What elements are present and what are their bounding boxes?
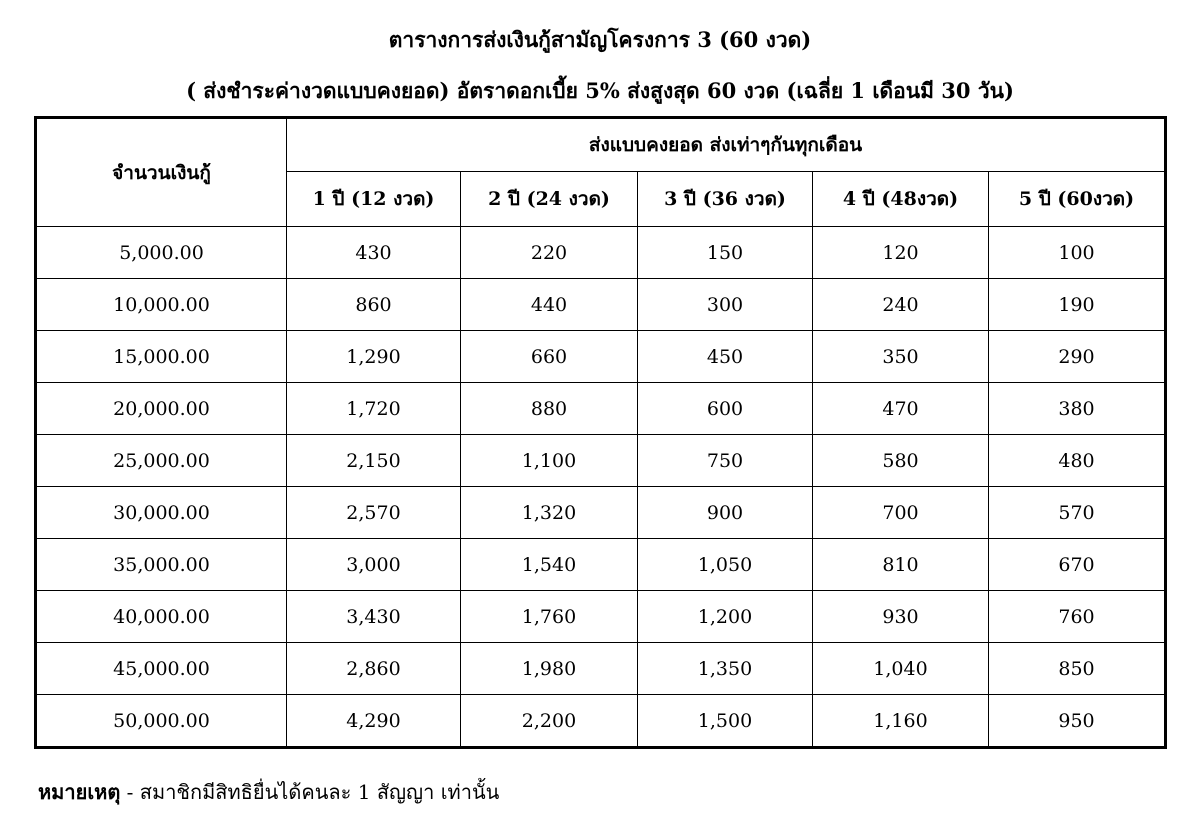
installment-cell: 1,160 [813, 695, 989, 748]
loan-amount-cell: 15,000.00 [36, 331, 287, 383]
installment-cell: 290 [989, 331, 1166, 383]
table-row [36, 383, 1166, 435]
table-row [36, 279, 1166, 331]
installment-cell: 1,320 [461, 487, 638, 539]
table-row [36, 643, 1166, 695]
installment-cell: 2,150 [287, 435, 461, 487]
footnote-text: - สมาชิกมีสิทธิยื่นได้คนละ 1 สัญญา เท่านั้น [120, 780, 500, 804]
installment-cell: 1,350 [638, 643, 813, 695]
installment-cell: 1,720 [287, 383, 461, 435]
installment-cell: 1,980 [461, 643, 638, 695]
installment-cell: 860 [287, 279, 461, 331]
table-row [36, 435, 1166, 487]
installment-cell: 450 [638, 331, 813, 383]
installment-cell: 900 [638, 487, 813, 539]
loan-amount-cell: 20,000.00 [36, 383, 287, 435]
installment-cell: 1,050 [638, 539, 813, 591]
installment-cell: 1,290 [287, 331, 461, 383]
page-subtitle: ( ส่งชำระค่างวดแบบคงยอด) อัตราดอกเบี้ย 5% ส่งสูงสุด 60 งวด (เฉลี่ย 1 เดือนมี 30 วัน) [186, 78, 1014, 103]
installment-cell: 240 [813, 279, 989, 331]
installment-cell: 810 [813, 539, 989, 591]
table-row [36, 591, 1166, 643]
installment-cell: 220 [461, 227, 638, 279]
installment-cell: 670 [989, 539, 1166, 591]
installment-cell: 100 [989, 227, 1166, 279]
installment-cell: 380 [989, 383, 1166, 435]
table-header-row [36, 118, 1166, 172]
table-row [36, 539, 1166, 591]
payment-group-header: ส่งแบบคงยอด ส่งเท่าๆกันทุกเดือน [287, 118, 1166, 172]
installment-cell: 660 [461, 331, 638, 383]
installment-cell: 2,200 [461, 695, 638, 748]
installment-cell: 750 [638, 435, 813, 487]
installment-cell: 350 [813, 331, 989, 383]
installment-cell: 3,000 [287, 539, 461, 591]
installment-cell: 4,290 [287, 695, 461, 748]
installment-cell: 300 [638, 279, 813, 331]
installment-cell: 430 [287, 227, 461, 279]
loan-amount-cell: 30,000.00 [36, 487, 287, 539]
installment-cell: 600 [638, 383, 813, 435]
loan-amount-cell: 25,000.00 [36, 435, 287, 487]
installment-cell: 120 [813, 227, 989, 279]
table-row [36, 695, 1166, 748]
installment-cell: 1,040 [813, 643, 989, 695]
installment-cell: 880 [461, 383, 638, 435]
installment-cell: 950 [989, 695, 1166, 748]
installment-cell: 3,430 [287, 591, 461, 643]
loan-amount-cell: 10,000.00 [36, 279, 287, 331]
period-header: 2 ปี (24 งวด) [461, 172, 638, 227]
installment-cell: 700 [813, 487, 989, 539]
loan-amount-cell: 40,000.00 [36, 591, 287, 643]
installment-cell: 470 [813, 383, 989, 435]
installment-cell: 150 [638, 227, 813, 279]
installment-cell: 440 [461, 279, 638, 331]
installment-cell: 1,200 [638, 591, 813, 643]
installment-cell: 2,570 [287, 487, 461, 539]
installment-cell: 850 [989, 643, 1166, 695]
installment-cell: 480 [989, 435, 1166, 487]
installment-cell: 2,860 [287, 643, 461, 695]
installment-cell: 1,100 [461, 435, 638, 487]
table-row [36, 487, 1166, 539]
amount-column-header: จำนวนเงินกู้ [36, 118, 287, 227]
installment-cell: 1,760 [461, 591, 638, 643]
footnote [38, 776, 499, 808]
installment-cell: 580 [813, 435, 989, 487]
loan-amount-cell: 5,000.00 [36, 227, 287, 279]
installment-cell: 190 [989, 279, 1166, 331]
table-body [36, 227, 1166, 748]
page-title: ตารางการส่งเงินกู้สามัญโครงการ 3 (60 งวด) [388, 27, 812, 52]
period-header: 3 ปี (36 งวด) [638, 172, 813, 227]
footnote-label: หมายเหตุ [38, 780, 121, 804]
loan-amount-cell: 35,000.00 [36, 539, 287, 591]
installment-cell: 760 [989, 591, 1166, 643]
loan-amount-cell: 45,000.00 [36, 643, 287, 695]
table-row [36, 227, 1166, 279]
loan-amount-cell: 50,000.00 [36, 695, 287, 748]
loan-repayment-table [34, 116, 1167, 749]
period-header: 1 ปี (12 งวด) [287, 172, 461, 227]
period-header: 4 ปี (48งวด) [813, 172, 989, 227]
installment-cell: 1,540 [461, 539, 638, 591]
installment-cell: 570 [989, 487, 1166, 539]
table-row [36, 331, 1166, 383]
installment-cell: 930 [813, 591, 989, 643]
installment-cell: 1,500 [638, 695, 813, 748]
period-header: 5 ปี (60งวด) [989, 172, 1166, 227]
